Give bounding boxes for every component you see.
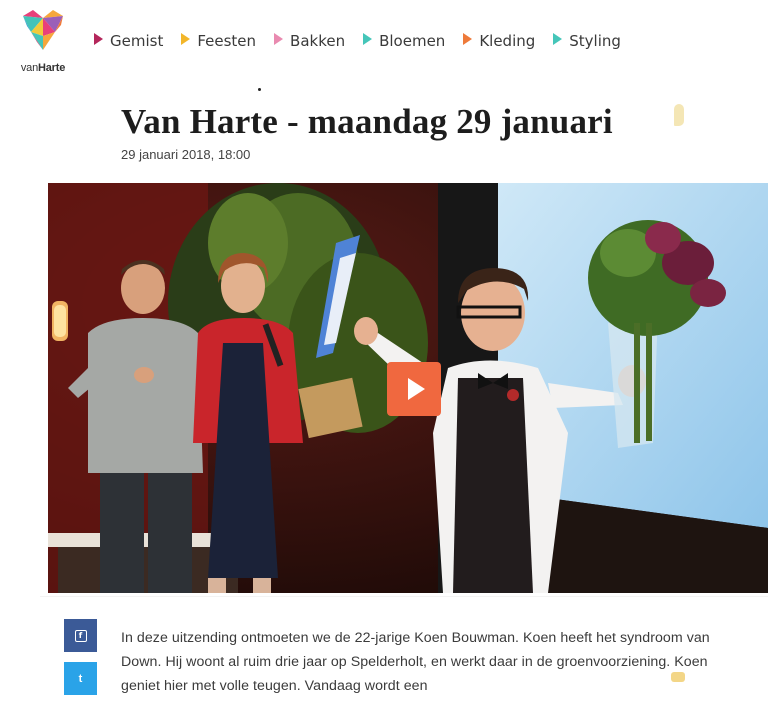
page-title: Van Harte - maandag 29 januari <box>121 102 613 141</box>
arrow-right-icon <box>463 33 472 45</box>
facebook-icon: f <box>75 630 87 642</box>
nav-item-label: Feesten <box>197 32 257 50</box>
decorative-dot <box>258 88 261 91</box>
arrow-right-icon <box>274 33 283 45</box>
nav-item-label: Bloemen <box>379 32 446 50</box>
nav-item-kleding[interactable] <box>463 32 535 50</box>
decorative-quote-mark <box>671 672 685 682</box>
nav-item-label: Gemist <box>110 32 164 50</box>
nav-item-feesten[interactable] <box>181 32 256 50</box>
arrow-right-icon <box>553 33 562 45</box>
arrow-right-icon <box>94 33 103 45</box>
nav-item-bloemen[interactable] <box>363 32 445 50</box>
nav-item-label: Styling <box>569 32 621 50</box>
nav-item-styling[interactable] <box>553 32 621 50</box>
main-navigation <box>94 32 639 50</box>
twitter-share-button[interactable] <box>64 662 97 695</box>
video-player[interactable] <box>48 183 768 593</box>
publish-date: 29 januari 2018, 18:00 <box>121 147 251 162</box>
nav-item-label: Bakken <box>290 32 346 50</box>
decorative-quote-mark <box>674 104 684 126</box>
logo-wordmark: vanHarte <box>20 62 66 74</box>
heart-logo-icon <box>21 8 65 58</box>
vanharte-logo[interactable] <box>12 8 74 78</box>
arrow-right-icon <box>181 33 190 45</box>
facebook-share-button[interactable] <box>64 619 97 652</box>
nav-item-label: Kleding <box>479 32 536 50</box>
play-button[interactable] <box>387 362 441 416</box>
nav-item-gemist[interactable] <box>94 32 163 50</box>
arrow-right-icon <box>363 33 372 45</box>
twitter-icon: t <box>78 672 83 685</box>
article-intro: In deze uitzending ontmoeten we de 22-jarige Koen Bouwman. Koen heeft het syndroom van Down. Hij woont al ruim drie jaar op Spelderholt, en werkt daar in de groenvoorziening. Koen geniet hier met volle teugen. Vandaag wordt een <box>121 630 710 694</box>
divider <box>40 596 768 597</box>
nav-item-bakken[interactable] <box>274 32 345 50</box>
